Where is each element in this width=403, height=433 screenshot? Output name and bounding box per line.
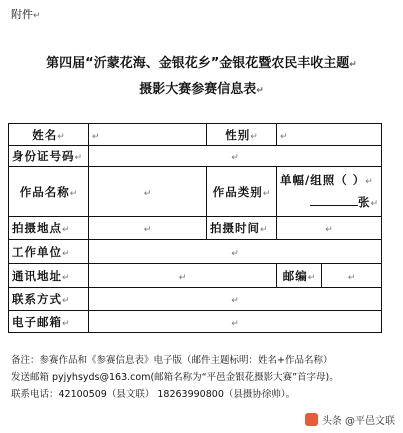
form-row-shoot	[9, 217, 382, 240]
email-value-cell[interactable]: ↵	[89, 311, 382, 333]
attachment-label: 附件↵	[11, 8, 41, 21]
form-row-work-unit	[9, 240, 382, 264]
contact-label-cell: 联系方式↵	[9, 288, 89, 311]
gender-value-cell[interactable]: ↵	[277, 124, 382, 146]
work-type-label-cell: 作品类别↵	[207, 167, 277, 217]
shoot-time-label-cell: 拍摄时间↵	[207, 217, 277, 240]
gender-label-cell: 性别↵	[207, 124, 277, 146]
contact-value-cell[interactable]: ↵	[89, 288, 382, 311]
notes-line1: 备注：参赛作品和《参赛信息表》电子版（邮件主题标明：姓名+作品名称）	[11, 355, 333, 366]
form-row-address	[9, 264, 382, 288]
email-label-cell: 电子邮箱↵	[9, 311, 89, 333]
name-label-cell: 姓名↵	[9, 124, 89, 146]
address-label-cell: 通讯地址↵	[9, 264, 89, 288]
form-row-email	[9, 311, 382, 333]
sheet-count-field[interactable]: 张↵	[280, 192, 378, 214]
name-value-cell[interactable]: ↵	[89, 124, 207, 146]
id-label-cell: 身份证号码↵	[9, 146, 89, 167]
registration-form-table	[8, 123, 382, 333]
work-type-value-cell[interactable]	[277, 167, 382, 217]
watermark	[305, 412, 395, 427]
shoot-place-value-cell[interactable]: ↵	[89, 217, 207, 240]
work-title-value-cell[interactable]: ↵	[89, 167, 207, 217]
notes-line2: 发送邮箱 pyjyhsyds@163.com(邮箱名称为“平邑金银花摄影大赛”首字母)。	[11, 372, 339, 383]
form-row-id	[9, 146, 382, 167]
postcode-value-cell[interactable]: ↵	[322, 264, 382, 288]
notes-block	[11, 352, 339, 403]
postcode-label-cell: 邮编↵	[277, 264, 322, 288]
watermark-text: 头条 @平邑文联	[321, 416, 395, 427]
shoot-time-value-cell[interactable]: ↵	[277, 217, 382, 240]
work-unit-label-cell: 工作单位↵	[9, 240, 89, 264]
form-title-line2: 摄影大赛参赛信息表↵	[139, 82, 264, 97]
single-group-option: 单幅/组照（ ）↵	[280, 172, 373, 187]
work-title-label-cell: 作品名称↵	[9, 167, 89, 217]
address-value-cell[interactable]: ↵	[89, 264, 277, 288]
work-unit-value-cell[interactable]: ↵	[89, 240, 382, 264]
id-value-cell[interactable]: ↵	[89, 146, 382, 167]
notes-line3: 联系电话：42100509（县文联） 18263990800（县摄协徐帅）。	[11, 389, 296, 400]
shoot-place-label-cell: 拍摄地点↵	[9, 217, 89, 240]
toutiao-logo-icon	[305, 413, 318, 426]
form-title-line1: 第四届“沂蒙花海、金银花乡”金银花暨农民丰收主题↵	[46, 56, 357, 71]
form-row-contact	[9, 288, 382, 311]
form-row-work	[9, 167, 382, 217]
form-row-name	[9, 124, 382, 146]
